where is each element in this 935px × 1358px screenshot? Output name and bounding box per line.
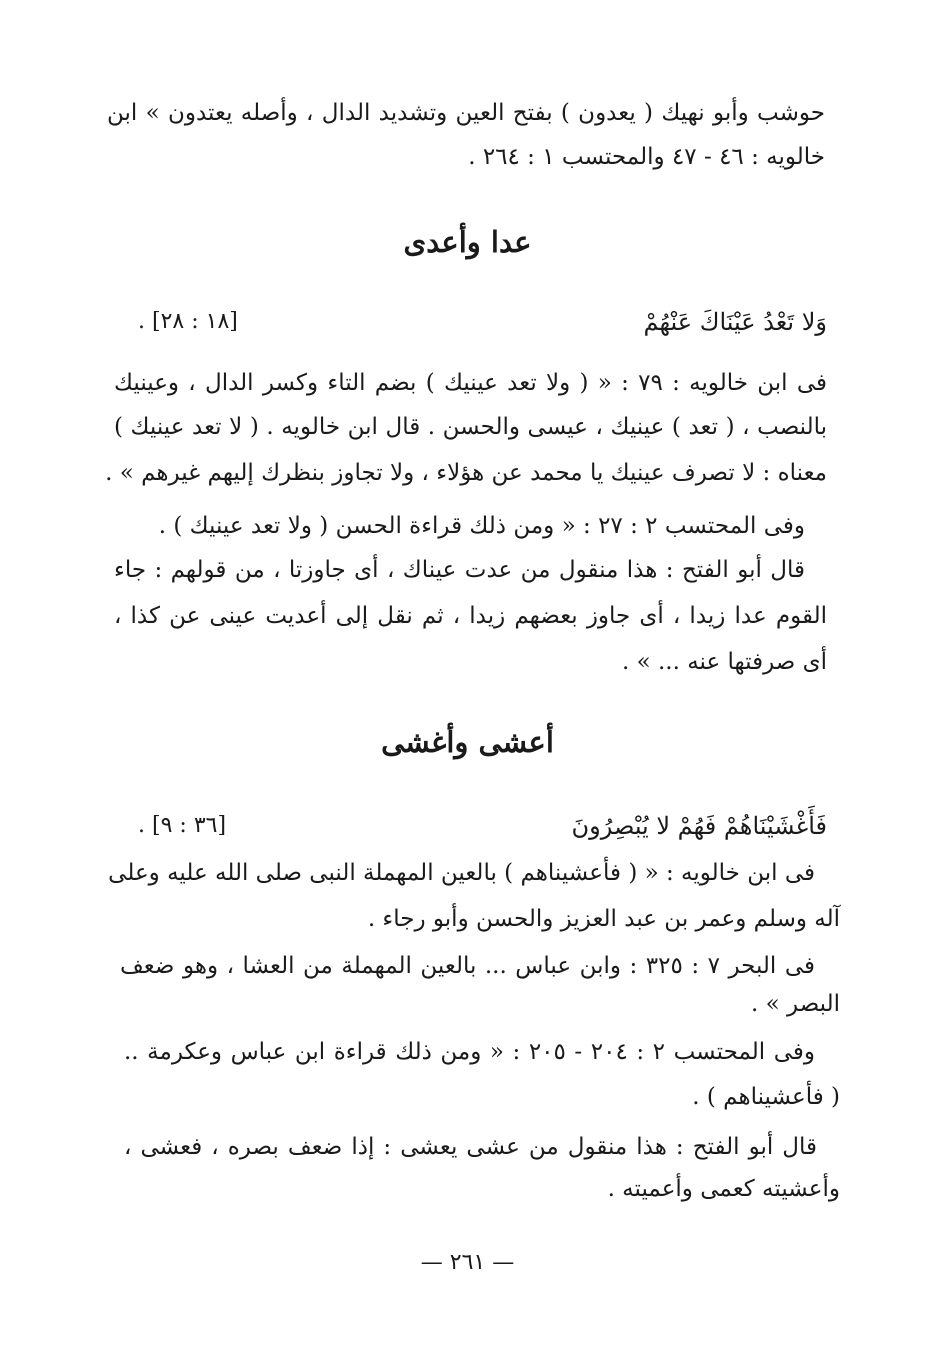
text-line: القوم عدا زيدا ، أى جاوز بعضهم زيدا ، ثم نقل إلى أعديت عينى عن كذا ، — [114, 603, 827, 629]
text-line: وفى المحتسب ٢ : ٢٧ : « ومن ذلك قراءة الحسن ( ولا تعد عينيك ) . — [158, 513, 805, 539]
quran-verse: وَلا تَعْدُ عَيْنَاكَ عَنْهُمْ — [643, 308, 827, 336]
text-line: البصر » . — [751, 991, 840, 1017]
section-title: أعشى وأغشى — [381, 725, 554, 759]
section-title: عدا وأعدى — [403, 225, 532, 259]
text-line: وفى المحتسب ٢ : ٢٠٤ - ٢٠٥ : « ومن ذلك قراءة ابن عباس وعكرمة .. — [124, 1039, 815, 1065]
text-line: معناه : لا تصرف عينيك يا محمد عن هؤلاء ، ولا تجاوز بنظرك إليهم غيرهم » . — [105, 460, 827, 486]
text-line: ( فأعشيناهم ) . — [692, 1084, 840, 1110]
text-line: قال أبو الفتح : هذا منقول من عدت عيناك ، أى جاوزتا ، من قولهم : جاء — [114, 557, 805, 583]
verse-reference: [١٨ : ٢٨] . — [138, 309, 238, 334]
text-line: أى صرفتها عنه ... » . — [621, 649, 827, 675]
text-line: حوشب وأبو نهيك ( يعدون ) بفتح العين وتشديد الدال ، وأصله يعتدون » ابن — [107, 100, 825, 126]
page-number: — ٢٦١ — — [420, 1250, 515, 1275]
text-line: وأعشيته كعمى وأعميته . — [607, 1176, 840, 1202]
text-line: خالويه : ٤٦ - ٤٧ والمحتسب ١ : ٢٦٤ . — [468, 144, 825, 170]
text-line: قال أبو الفتح : هذا منقول من عشى يعشى : إذا ضعف بصره ، فعشى ، — [124, 1134, 817, 1160]
text-line: بالنصب ، ( تعد ) عينيك ، عيسى والحسن . قال ابن خالويه . ( لا تعد عينيك ) — [114, 414, 827, 440]
text-line: فى البحر ٧ : ٣٢٥ : وابن عباس ... بالعين المهملة من العشا ، وهو ضعف — [120, 953, 815, 979]
text-line: آله وسلم وعمر بن عبد العزيز والحسن وأبو رجاء . — [367, 906, 840, 932]
text-line: فى ابن خالويه : ٧٩ : « ( ولا تعد عينيك ) بضم التاء وكسر الدال ، وعينيك — [114, 370, 827, 396]
text-line: فى ابن خالويه : « ( فأعشيناهم ) بالعين المهملة النبى صلى الله عليه وعلى — [108, 860, 815, 886]
verse-reference: [٣٦ : ٩] . — [138, 813, 227, 838]
quran-verse: فَأَغْشَيْنَاهُمْ فَهُمْ لا يُبْصِرُونَ — [571, 812, 827, 840]
verse-row — [138, 806, 827, 846]
verse-row — [138, 302, 827, 342]
